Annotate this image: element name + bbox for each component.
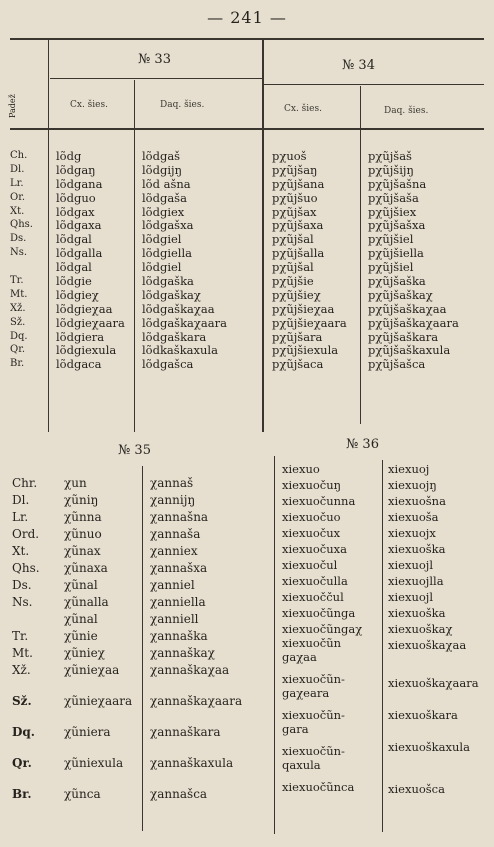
table-cell: lõdgax [56,204,95,219]
table-cell: xiexuočulla [282,574,348,588]
table-cell: pχũjšal [272,232,314,247]
table-cell: xiexuočuo [282,510,341,524]
table-cell: xiexuočũn- [282,744,345,758]
table-cell: pχũjšaš [368,149,412,163]
table-cell: χanniel [150,578,195,592]
table-cell: lõdgieχaara [56,315,125,330]
case-label: Dl. [10,163,25,175]
table-cell: lõdgiel [142,232,182,247]
table-cell: lõdgal [56,232,92,247]
table-33-sub-left: Cx. šies. [70,100,108,110]
table-cell: xiexuošna [388,494,446,508]
vline-34-mid [360,86,361,424]
table-cell: pχũjšalla [272,246,325,261]
table-cell: χannaš [150,476,194,490]
table-34-number: № 34 [342,58,375,73]
table-cell: pχũjšašca [368,357,426,372]
table-cell: pχũjšiella [368,246,424,261]
table-cell: xiexuoška [388,542,446,556]
case-label: Tr. [12,629,29,643]
table-cell: χũnaxa [64,561,108,575]
case-label [10,261,33,275]
table-cell: pχũjšaškaxula [368,343,451,358]
table-cell: xiexuo [282,462,320,476]
table-cell: pχũjšaša [368,190,419,205]
table-cell: pχũjšal [272,260,314,275]
table-cell: χũnalla [64,595,109,609]
table-cell: pχũjšaca [272,357,324,372]
table-cell: χũnal [64,612,98,626]
top-case-labels [10,150,33,372]
table-cell: χũnieχaa [64,663,120,677]
case-label: Or. [10,191,26,203]
table-cell: lõdgaška [142,274,194,289]
table-cell: xiexuojx [388,526,436,540]
table-cell: χũnna [64,510,102,524]
case-label: Sž. [10,316,26,328]
table-cell: χũnca [64,787,101,801]
vline-33-mid [134,80,135,432]
case-label: Tr. [10,275,24,287]
table-cell: pχũjšaškaχ [368,287,433,302]
table-cell: pχũjšana [272,176,325,191]
table-cell: pχũjšijŋ [368,162,414,177]
table-cell: xiexuoškaχaa [388,638,467,652]
vline-36-mid [382,460,383,832]
case-label: Ord. [12,527,40,541]
table-cell: xiexuoškaχaara [388,676,479,690]
case-label: Lr. [10,177,24,189]
table-cell: lõdgaxa [56,218,102,233]
table-cell: pχũjšiel [368,232,414,247]
case-label: Ds. [10,233,27,245]
case-label: Lr. [12,510,29,524]
vline-35-mid [142,466,143,831]
case-label: Dl. [12,493,30,507]
case-label: Xt. [12,544,30,558]
table-cell: χannašxa [150,561,208,575]
table-cell: χannaška [150,629,208,643]
case-label: Dq. [10,330,28,342]
table-cell: lõdgaškaχaa [142,301,215,316]
table-cell: xiexuočunna [282,494,356,508]
table-cell: lõd ašna [142,176,191,191]
table-cell: χannaškaxula [150,756,234,770]
table-cell: pχũjšiex [368,204,417,219]
table-34-sub-right: Daq. šies. [384,106,429,116]
table-cell: xiexuočux [282,526,341,540]
table-cell: pχũjšieχ [272,287,321,302]
case-label: Qr. [10,344,26,356]
table-cell: gara [282,722,309,736]
table-cell: xiexuočũn- [282,708,345,722]
header-rule-33 [50,78,262,79]
table-cell: xiexuoj [388,462,430,476]
table-cell: pχũjšieχaara [272,315,347,330]
table-cell: lõdgana [56,176,103,191]
table-cell: pχũjšax [272,204,317,219]
table-cell: lõdkaškaxula [142,343,218,358]
table-cell: lõdgiella [142,246,193,261]
table-cell: pχũjšaxa [272,218,324,233]
table-cell: pχũjšara [272,329,323,344]
table-cell: lõdgieχaa [56,301,113,316]
table-cell: xiexuočũngaχ [282,622,363,636]
table-cell: pχũjšašxa [368,218,426,233]
table-cell: χannaškaχ [150,646,215,660]
table-cell: χannašca [150,787,208,801]
table-cell: χũniexula [64,756,124,770]
table-cell: lõdgaškaχ [142,287,201,302]
table-cell: xiexuošca [388,782,445,796]
table-cell: pχũjšašna [368,176,427,191]
vline-center [262,40,264,432]
table-cell: χannašna [150,510,209,524]
table-cell: xiexuoška [388,606,446,620]
table-cell: pχũjšiexula [272,343,339,358]
table-cell: pχũjšaškaχaara [368,315,459,330]
table-cell: pχũjšuo [272,190,318,205]
table-cell: lõdgaŋ [56,162,96,177]
table-cell: xiexuoškaχ [388,622,453,636]
header-bottom-rule [10,128,484,130]
table-cell: lõdgiexula [56,343,117,358]
table-cell: pχũjšiel [368,260,414,275]
table-cell: χannaškaχaa [150,663,230,677]
table-cell: lõdgieχ [56,287,99,302]
table-cell: pχuoš [272,149,307,163]
table-cell: xiexuočuxa [282,542,347,556]
table-cell: xiexuočũn [282,636,342,650]
table-cell: xiexuoša [388,510,439,524]
case-label: Qhs. [12,561,40,575]
case-label: Dq. [12,725,35,739]
table-cell: pχũjšie [272,274,314,289]
table-cell: pχũjšaŋ [272,162,318,177]
table-cell: lõdgal [56,260,92,275]
table-cell: χũnie [64,629,98,643]
table-cell: χun [64,476,87,490]
table-33-singular [56,150,125,372]
side-label: Padež [8,94,17,118]
table-33-number: № 33 [138,52,171,67]
table-cell: lõdgaca [56,357,102,372]
table-cell: xiexuočũnga [282,606,356,620]
table-cell: pχũjšaškaχaa [368,301,447,316]
case-label: Chr. [12,476,38,490]
table-cell: χannijŋ [150,493,196,507]
table-cell: χũnax [64,544,101,558]
table-cell: xiexuoškaxula [388,740,470,754]
vline-label [48,40,49,432]
table-cell: pχũjšaška [368,274,426,289]
table-cell: xiexuojl [388,590,434,604]
vline-bottom-center [274,456,275,834]
case-label: Ch. [10,150,28,161]
page-number: — 241 — [207,8,287,27]
case-label: Br. [12,787,32,801]
table-cell: xiexuoččul [282,590,344,604]
case-label: Sž. [12,694,32,708]
case-label: Ns. [10,247,28,259]
case-label: Ns. [12,595,33,609]
case-label: Xž. [12,663,31,677]
table-cell: lõdgaškara [142,329,207,344]
table-cell: χanniell [150,612,199,626]
table-cell: xiexuočũnca [282,780,355,794]
top-rule [10,38,484,40]
case-label: Xž. [10,302,26,314]
table-cell: xiexuočul [282,558,338,572]
table-cell: lõdgaškaχaara [142,315,227,330]
case-label: Xt. [10,205,25,217]
case-label: Mt. [12,646,33,660]
table-36-number: № 36 [346,437,379,452]
table-cell: χũnuo [64,527,102,541]
case-label: Mt. [10,288,28,300]
table-33-sub-right: Daq. šies. [160,100,205,110]
table-cell: χũniŋ [64,493,99,507]
table-cell: lõdgaš [142,149,181,163]
case-label: Qhs. [10,219,33,231]
table-cell: xiexuojlla [388,574,444,588]
table-cell: χũnieχ [64,646,105,660]
table-cell: pχũjšieχaa [272,301,335,316]
table-cell: lõdgašxa [142,218,194,233]
table-cell: χũnal [64,578,98,592]
table-cell: gaχaa [282,650,317,664]
table-cell: lõdgiera [56,329,105,344]
table-cell: qaxula [282,758,321,772]
case-label: Ds. [12,578,32,592]
table-cell: lõdgiel [142,260,182,275]
header-rule-34 [262,84,484,85]
table-cell: pχũjšaškara [368,329,439,344]
case-label: Br. [10,358,25,370]
table-cell: lõdgalla [56,246,103,261]
table-cell: χannaškara [150,725,221,739]
table-cell: χũniera [64,725,111,739]
table-cell: xiexuočuŋ [282,478,342,492]
table-cell: lõdgijŋ [142,162,182,177]
table-cell: lõdgaša [142,190,187,205]
table-34-plural [368,150,459,372]
table-cell: gaχeara [282,686,330,700]
table-34-singular [272,150,347,372]
table-cell: χannaša [150,527,201,541]
table-cell: lõdg [56,149,82,163]
table-cell: lõdgiex [142,204,185,219]
table-cell: xiexuoškara [388,708,458,722]
table-cell: lõdgašca [142,357,194,372]
table-cell: xiexuojl [388,558,434,572]
table-cell: χannaškaχaara [150,694,243,708]
table-cell: lõdgie [56,274,92,289]
table-cell: χanniex [150,544,198,558]
table-cell: xiexuojŋ [388,478,437,492]
table-34-sub-left: Cx. šies. [284,104,322,114]
case-label: Qr. [12,756,32,770]
table-33-plural [142,150,227,372]
table-cell: χanniella [150,595,206,609]
table-cell: xiexuočũn- [282,672,345,686]
table-cell: χũnieχaara [64,694,133,708]
table-cell: lõdguo [56,190,96,205]
table-35-number: № 35 [118,443,151,458]
